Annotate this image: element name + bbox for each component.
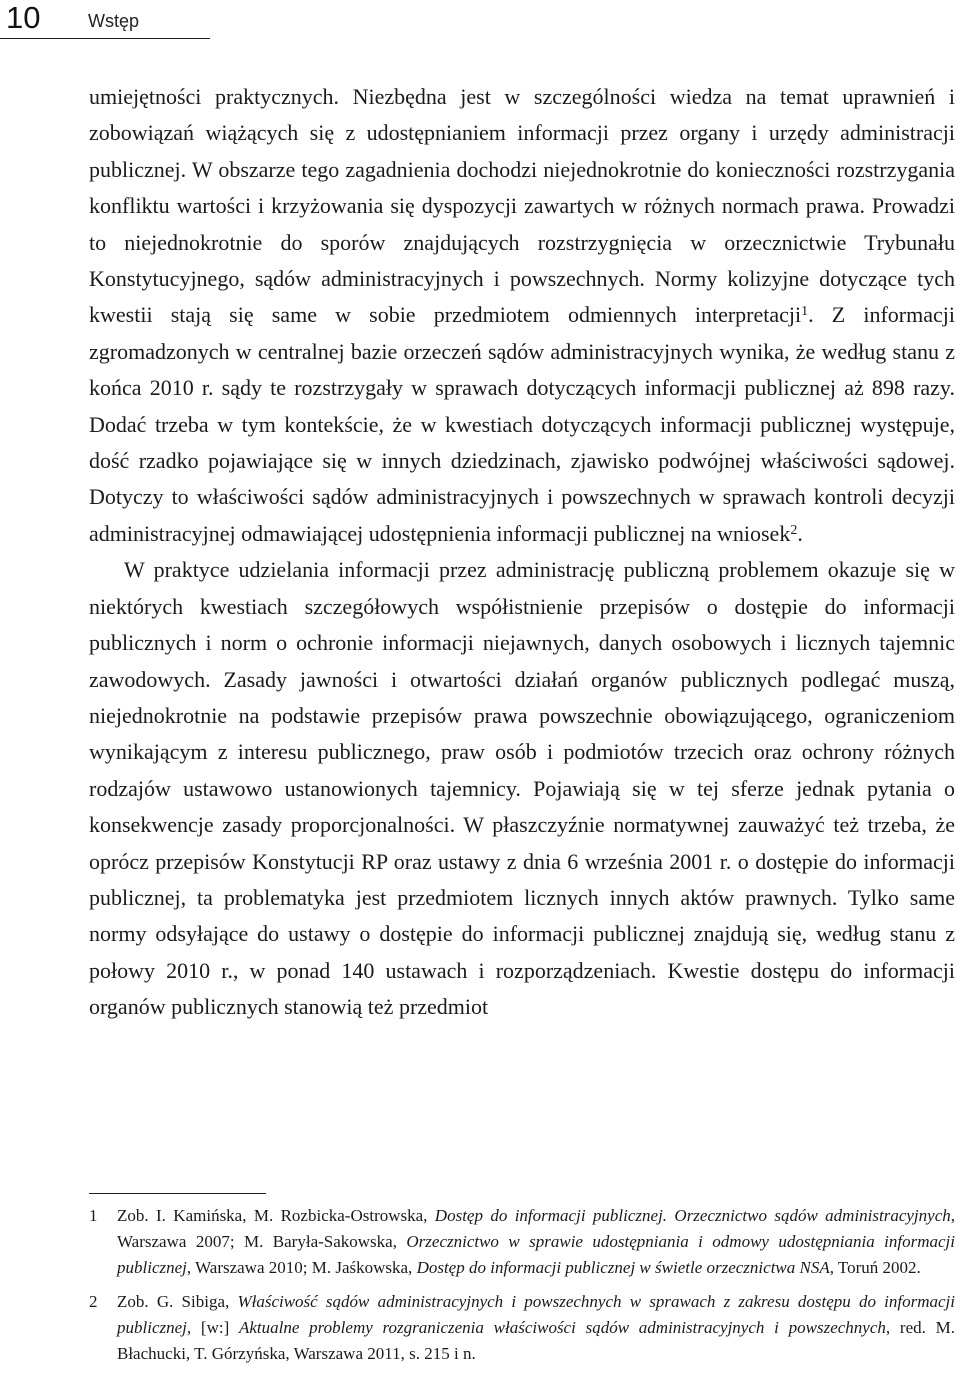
footnote-text-part: Zob. G. Sibiga, bbox=[117, 1292, 238, 1311]
footnote-ref-1[interactable]: 1 bbox=[801, 304, 809, 320]
footnote-text-part: , Warszawa 2007; M. Baryła-Sakowska, bbox=[117, 1206, 955, 1251]
footnote-separator bbox=[89, 1193, 266, 1194]
footnote-text bbox=[117, 1292, 955, 1363]
footnote-title: Orzecznictwo w sprawie udostępniania i odmowy udostępniania informacji publicznej bbox=[117, 1232, 955, 1277]
footnote-text-part: , Warszawa 2010; M. Jaśkowska, bbox=[186, 1258, 417, 1277]
footnote-text-part: , red. M. Błachucki, T. Górzyńska, Warszawa 2011, s. 215 i n. bbox=[117, 1318, 955, 1363]
page-number: 10 bbox=[6, 0, 41, 35]
footnote-title: Dostęp do informacji publicznej w świetle orzecznictwa NSA bbox=[416, 1258, 830, 1277]
footnote-number: 1 bbox=[89, 1206, 98, 1225]
paragraph-2: W praktyce udzielania informacji przez administrację publiczną problemem okazuje się w niektórych kwestiach szczegółowych współistnienie przepisów o dostępie do informacji publicznych i norm o ochronie informacji niejawnych, danych osobowych i licznych tajemnic zawodowych. Zasady jawności i otwartości działań organów publicznych podlegać muszą, niejednokrotnie na podstawie przepisów prawa powszechnie obowiązującego, ograniczeniom wynikającym z interesu publicznego, praw osób i podmiotów trzecich oraz ochrony różnych rodzajów ustawowo ustanowionych tajemnicy. Pojawiają się w tej sferze jednak pytania o konsekwencje zasady proporcjonalności. W płaszczyźnie normatywnej zauważyć też trzeba, że oprócz przepisów Konstytucji RP oraz ustawy z dnia 6 września 2001 r. o dostępie do informacji publicznej, ta problematyka jest przedmiotem licznych innych aktów prawnych. Tylko same normy odsyłające do ustawy o dostępie do informacji publicznej znajdują się, według stanu z połowy 2010 r., w ponad 140 ustawach i rozporządzeniach. Kwestie dostępu do informacji organów publicznych stanowią też przedmiot bbox=[89, 557, 955, 1020]
footnote-title: Właściwość sądów administracyjnych i powszechnych w sprawach z zakresu dostępu do informacji publicznej bbox=[117, 1292, 955, 1337]
footnote-1 bbox=[89, 1203, 955, 1281]
footnote-text-part: Zob. I. Kamińska, M. Rozbicka-Ostrowska, bbox=[117, 1206, 435, 1225]
footnotes bbox=[89, 1203, 955, 1367]
footnote-text-part: , [w:] bbox=[186, 1318, 239, 1337]
footnote-2 bbox=[89, 1289, 955, 1367]
footnote-ref-2[interactable]: 2 bbox=[790, 522, 798, 538]
paragraph-1-text-b: . Z informacji zgromadzonych w centralnej bazie orzeczeń sądów administracyjnych wynika, że według stanu z końca 2010 r. sądy te rozstrzygały w sprawach dotyczących informacji publicznej aż 898 razy. Dodać trzeba w tym kontekście, że w kwestiach dotyczących informacji publicznej występuje, dość rzadko pojawiające się w innych dziedzinach, zjawisko podwójnej właściwości sądowej. Dotyczy to właściwości sądów administracyjnych i powszechnych w sprawach kontroli decyzji administracyjnej odmawiającej udostępnienia informacji publicznej na wniosek bbox=[89, 302, 955, 546]
body-text bbox=[89, 79, 955, 1026]
paragraph-1-text-a: umiejętności praktycznych. Niezbędna jest w szczególności wiedza na temat uprawnień i zobowiązań wiążących się z udostępnianiem informacji przez organy i urzędy administracji publicznej. W obszarze tego zagadnienia dochodzi niejednokrotnie do konieczności rozstrzygania konfliktu wartości i krzyżowania się dyspozycji zawartych w różnych normach prawa. Prowadzi to niejednokrotnie do sporów znajdujących rozstrzygnięcia w orzecznictwie Trybunału Konstytucyjnego, sądów administracyjnych i powszechnych. Normy kolizyjne dotyczące tych kwestii stają się same w sobie przedmiotem odmiennych interpretacji bbox=[89, 84, 955, 328]
footnote-title: Aktualne problemy rozgraniczenia właściwości sądów administracyjnych i powszechnych bbox=[239, 1318, 886, 1337]
footnote-number: 2 bbox=[89, 1292, 98, 1311]
footnote-title: Dostęp do informacji publicznej. Orzecznictwo sądów administracyjnych bbox=[434, 1206, 951, 1225]
footnote-text bbox=[117, 1206, 955, 1277]
footnote-text-part: , Toruń 2002. bbox=[829, 1258, 921, 1277]
running-head: Wstęp bbox=[88, 11, 140, 31]
page-header bbox=[0, 0, 210, 39]
paragraph-1-text-c: . bbox=[797, 520, 803, 546]
paragraph-1 bbox=[89, 79, 955, 552]
